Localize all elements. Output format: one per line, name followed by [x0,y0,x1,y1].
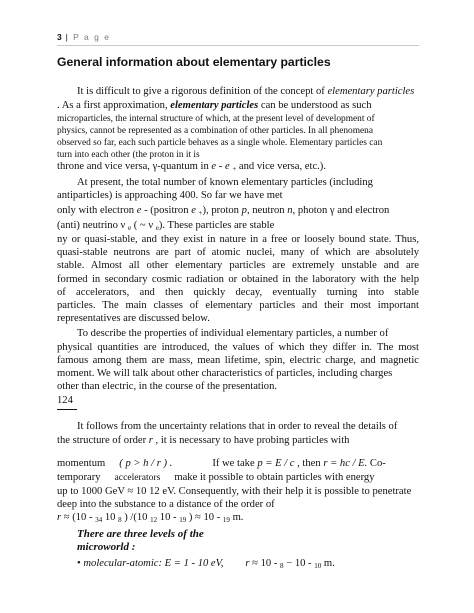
p1-line4: physics, cannot be represented as a combination of other particles. In all phenomena [57,126,374,136]
p2-line1: At present, the total number of known elementary particles (including [77,177,373,188]
p1-line7: throne and vice versa, γ-quantum in e - e $_+$ and vice versa, etc.). [57,161,326,173]
p2-line11: representatives are discussed below. [57,313,210,324]
header-divider [57,45,419,46]
p3-line4: moment. We will talk about other characteristics of particles, including charges [57,368,393,379]
page-number: 3 [57,32,62,42]
levels-heading-line1: There are three levels of the [77,528,204,540]
levels-heading-line2: microworld : [77,541,136,553]
p2-line10: particles. The main classes of elementary particles and their most important [57,300,419,311]
p1-line1: It is difficult to give a rigorous definition of the concept of elementary particles [77,86,415,97]
fn-line7: r ≈ (10 - $_{34}$ 10 $_8$ ) /(10 $_{12}$ 10 - $_{19}$ ) ≈ 10 - $_{19}$ m. [57,512,244,524]
section-title: General information about elementary particles [57,55,331,69]
p2-line2: antiparticles) is approaching 400. So far we have met [57,190,283,201]
p3-line2: physical quantities are introduced, the values of which they differ in. The most [57,342,419,353]
footnote-rule [57,409,77,410]
p2-line7: stable. Almost all other elementary particles are extremely unstable and are [57,260,419,271]
fn-line2: the structure of order r , it is necessary to have probing particles with [57,435,350,446]
fn-line1: It follows from the uncertainty relations that in order to reveal the details of [77,421,398,432]
p1-line6: turn into each other (the proton in it is [57,150,200,160]
level-item-molecular-atomic: • molecular-atomic: E = 1 - 10 eV, r ≈ 10 - $_8$ − 10 - $_{10}$ m. [77,558,335,570]
page-header [57,32,417,42]
fn-line6: deep into the substance to a distance of the order of [57,499,275,510]
p2-line9: of accelerators, and then quickly decay, eventually turning into stable [57,287,419,298]
p2-line8: formed in secondary cosmic radiation or obtained in the laboratory with the help [57,274,419,285]
p2-line5: ny or quasi-stable, and they exist in nature in a free or loosely bound state. Thus, [57,234,419,245]
p1-line5: observed so far, each such particle behaves as a single whole. Elementary particles can [57,138,383,148]
header-separator: | [61,32,74,42]
bullet-icon: • [77,558,81,569]
fn-line3: momentum ( p > h / r ) . If we take p = E / c , then r = hc / E. Co- [57,458,386,469]
footnote-marker: 124 [57,395,73,406]
p2-line6: quasi-stable neutrons are part of atomic nuclei, many of which are absolutely [57,247,419,258]
p3-line1: To describe the properties of individual elementary particles, a number of [77,328,389,339]
p1-line2: . As a first approximation, elementary particles can be understood as such [57,100,372,111]
fn-line5: up to 1000 GeV ≈ 10 12 eV. Consequently, with their help it is possible to penetrate [57,486,412,497]
fn-line4: temporary accelerators make it possible to obtain particles with energy [57,472,375,483]
p2-line3: only with electron e - (positron e $_+$), proton p, neutron n, photon γ and electron [57,205,390,217]
p2-line4: (anti) neutrino ν $_e$ ( ~ ν $_e$). These particles are stable [57,220,275,232]
p1-line3: microparticles, the internal structure of which, at the present level of development of [57,114,375,124]
p3-line3: famous among them are mass, mean lifetime, spin, electric charge, and magnetic [57,355,419,366]
page-label: P a g e [73,32,111,42]
p3-line5: other than electric, in the course of the presentation. [57,381,278,392]
